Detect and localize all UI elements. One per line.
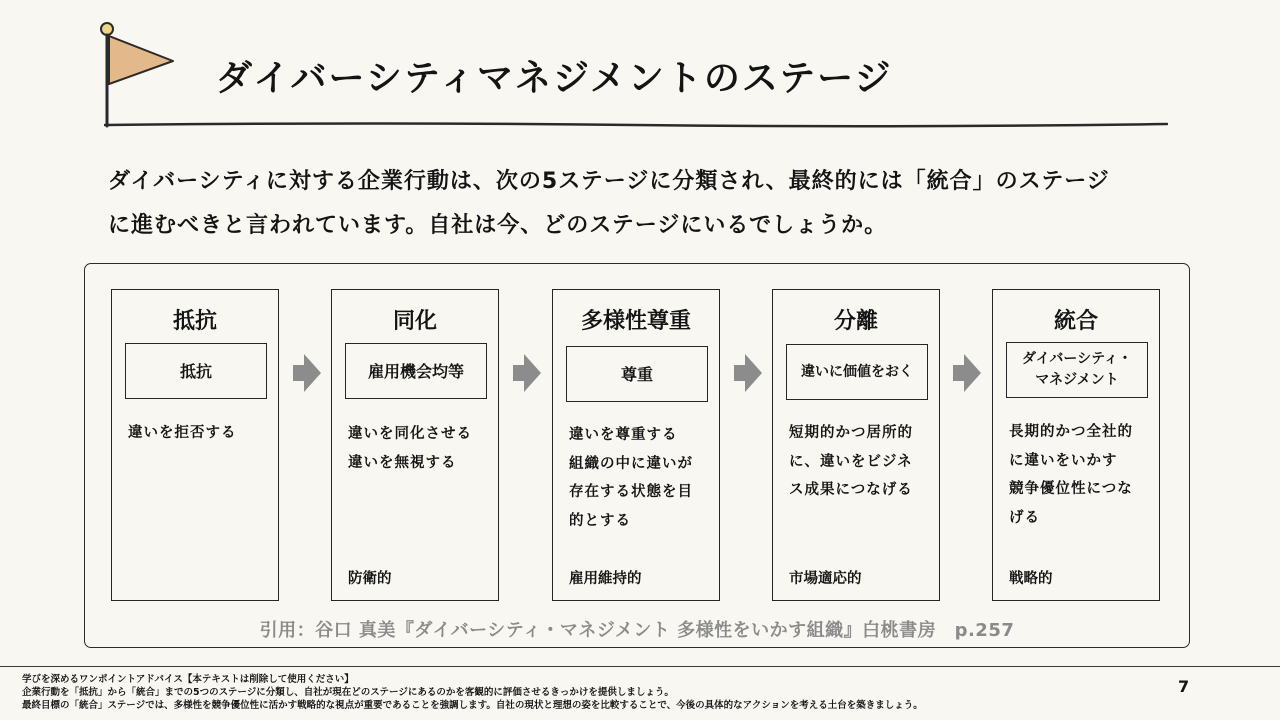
stage-stance: 雇用維持的	[569, 571, 642, 587]
stage-card-diversity-respect	[552, 289, 720, 601]
stage-name: 分離	[833, 309, 878, 334]
stage-card-integration	[992, 289, 1160, 601]
stage-name: 多様性尊重	[580, 309, 691, 334]
stage-stance: 防衛的	[348, 571, 392, 587]
stage-stance: 市場適応的	[789, 571, 862, 587]
stage-keyword: 抵抗	[125, 343, 267, 399]
flag-icon	[96, 18, 180, 130]
stage-keyword: 違いに価値をおく	[786, 344, 928, 400]
arrow-right-icon	[733, 352, 763, 394]
citation: 引用：谷口 真美『ダイバーシティ・マネジメント 多様性をいかす組織』白桃書房 p.257	[259, 620, 1015, 641]
stage-name: 同化	[392, 309, 437, 334]
stage-card-assimilation	[331, 289, 499, 601]
stage-name: 抵抗	[172, 309, 217, 334]
stage-name: 統合	[1053, 309, 1098, 334]
stage-description: 違いを尊重する 組織の中に違いが 存在する状態を目 的とする	[569, 427, 693, 529]
footer-divider	[0, 666, 1280, 667]
stage-card-resistance	[111, 289, 279, 601]
title-underline	[104, 118, 1168, 130]
stage-card-separation	[772, 289, 940, 601]
notes-line: 最終目標の「統合」ステージでは、多様性を競争優位性に活かす戦略的な視点が重要であることを強調します。自社の現状と理想の姿を比較することで、今後の具体的なアクションを考える土台を築きましょう。	[22, 700, 923, 711]
lead-text	[108, 160, 1188, 248]
speaker-notes	[22, 673, 1142, 712]
slide-title: ダイバーシティマネジメントのステージ	[216, 58, 893, 99]
lead-line-1: ダイバーシティに対する企業行動は、次の5ステージに分類され、最終的には「統合」のステージ	[108, 169, 1110, 194]
stage-description: 長期的かつ全社的 に違いをいかす 競争優位性につな げる	[1009, 424, 1133, 526]
stage-stance: 戦略的	[1009, 571, 1053, 587]
lead-line-2: に進むべきと言われています。自社は今、どのステージにいるでしょうか。	[108, 213, 888, 238]
stage-keyword: 雇用機会均等	[345, 343, 487, 399]
notes-line: 企業行動を「抵抗」から「統合」までの5つのステージに分類し、自社が現在どのステージにあるのかを客観的に評価させるきっかけを提供しましょう。	[22, 687, 674, 698]
arrow-right-icon	[512, 352, 542, 394]
stage-description: 違いを拒否する	[128, 425, 237, 441]
arrow-right-icon	[952, 352, 982, 394]
stage-keyword: ダイバーシティ・ マネジメント	[1006, 342, 1148, 398]
stage-keyword: 尊重	[566, 346, 708, 402]
arrow-right-icon	[292, 352, 322, 394]
stage-description: 短期的かつ居所的 に、違いをビジネ ス成果につなげる	[789, 425, 913, 498]
notes-heading: 学びを深めるワンポイントアドバイス【本テキストは削除して使用ください】	[22, 674, 354, 685]
page-number: 7	[1178, 677, 1190, 696]
stage-description: 違いを同化させる 違いを無視する	[348, 426, 472, 471]
